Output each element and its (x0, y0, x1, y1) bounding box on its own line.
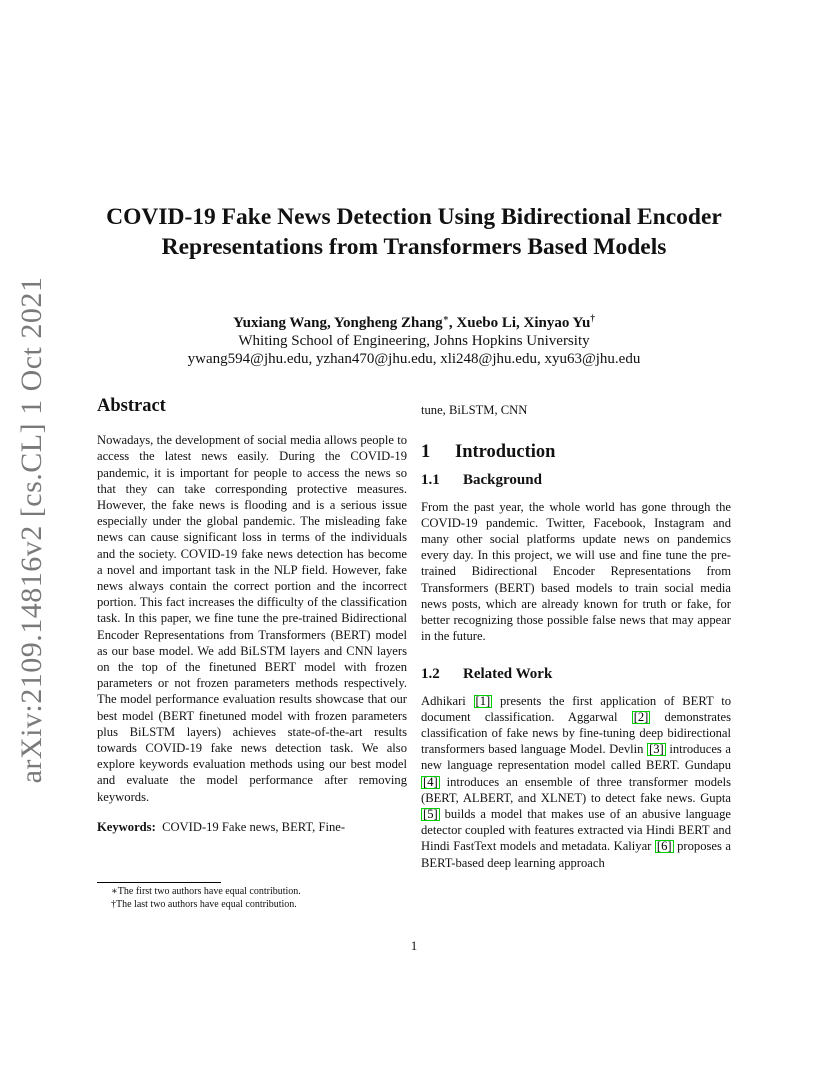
author-emails: ywang594@jhu.edu, yzhan470@jhu.edu, xli248@jhu.edu, xyu63@jhu.edu (187, 351, 641, 367)
footnote-equal-last: †The last two authors have equal contribution. (111, 899, 297, 910)
author-names-rest: , Xuebo Li, Xinyao Yu (448, 315, 591, 331)
arxiv-stamp (12, 276, 52, 784)
section-number: 1 (421, 442, 431, 463)
keywords-text: COVID-19 Fake news, BERT, Fine- (162, 819, 346, 834)
author-names (96, 309, 732, 332)
right-column (421, 398, 731, 871)
text-run: Adhikari (421, 693, 474, 708)
arxiv-identifier: arXiv:2109.14816v2 [cs.CL] 1 Oct 2021 (15, 276, 48, 784)
abstract-text: Nowadays, the development of social media allows people to access the latest news easily. During the COVID-19 pandemic, it is important for people to access the news so that they can take corresponding protective measures. However, the fake news is flooding and is a serious issue especially under the global pandemic. The misleading fake news can cause significant loss in terms of the individuals and the society. COVID-19 fake news detection has become a novel and important task in the NLP field. However, fake news always contain the correct portion and the incorrect portion. This fact increases the difficulty of the classification task. In this paper, we fine tune the pre-trained Bidirectional Encoder Representations from Transformers (BERT) model as our base model. We add BiLSTM layers and CNN layers on the top of the finetuned BERT model with frozen parameters or not frozen parameters methods respectively. The model performance evaluation results showcase that our best model (BERT finetuned model with frozen parameters plus BiLSTM layers) achieves state-of-the-art results towards COVID-19 fake news detection task. We also explore keywords evaluation methods using our best model and evaluate the model performance after removing keywords. (97, 433, 407, 804)
introduction-heading (421, 442, 731, 463)
background-text: From the past year, the whole world has gone through the COVID-19 pandemic. Twitter, Facebook, Instagram and many other social platforms update news on pandemics every day. In this project, we will use and fine tune the pre-trained Bidirectional Encoder Representations from Transformers (BERT) based models to train social media news posts, which are already known for truth or fake, for better recognizing those possible false news that may appear in the future. (421, 499, 731, 644)
citation-link[interactable]: [2] (633, 709, 649, 724)
text-run: builds a model that makes use of an abusive language detector coupled with features extracted via Hindi BERT and Hindi FastText models and metadata. Kaliyar (421, 807, 731, 854)
section-title: Introduction (455, 442, 556, 463)
footnotes (97, 885, 417, 911)
keywords-label: Keywords: (97, 819, 156, 834)
equal-contribution-mark: ∗ (442, 313, 449, 323)
keywords-continuation: tune, BiLSTM, CNN (421, 403, 528, 417)
background-heading (421, 472, 731, 488)
affiliation: Whiting School of Engineering, Johns Hopkins University (238, 333, 590, 349)
text-run: proposes a BERT-based deep learning approach (421, 839, 731, 870)
author-block (96, 309, 732, 368)
author-names-first: Yuxiang Wang, Yongheng Zhang (233, 315, 443, 331)
citation-link[interactable]: [3] (649, 742, 664, 757)
last-authors-mark: † (590, 313, 595, 323)
citation-link[interactable]: [6] (656, 839, 672, 854)
footnote-rule (97, 882, 221, 883)
citation-link[interactable]: [1] (475, 693, 491, 708)
citation-link[interactable]: [4] (423, 774, 438, 789)
text-run: introduces a new language representation model called BERT. Gundapu (421, 742, 731, 773)
paper-title: COVID-19 Fake News Detection Using Bidirectional Encoder Representations from Transformers Based Models (106, 204, 722, 260)
page-number: 1 (410, 939, 418, 953)
text-run: introduces an ensemble of three transformer models (BERT, ALBERT, and XLNET) to detect fake news. Gupta (421, 774, 731, 805)
footnote-equal-first: ∗The first two authors have equal contribution. (111, 886, 301, 897)
left-column (97, 398, 407, 835)
subsection-title: Related Work (463, 666, 553, 683)
text-run: presents the first application of BERT to document classification. Aggarwal (421, 693, 732, 724)
citation-link[interactable]: [5] (423, 807, 438, 822)
text-run: demonstrates classification of fake news by fine-tuning deep bidirectional transformers based language Model. Devlin (421, 709, 731, 757)
keywords (97, 819, 407, 835)
related-work-text (421, 693, 731, 871)
subsection-title: Background (463, 472, 542, 489)
abstract-heading: Abstract (97, 396, 166, 416)
subsection-number: 1.1 (421, 472, 440, 489)
related-work-heading (421, 666, 731, 682)
subsection-number: 1.2 (421, 666, 440, 683)
